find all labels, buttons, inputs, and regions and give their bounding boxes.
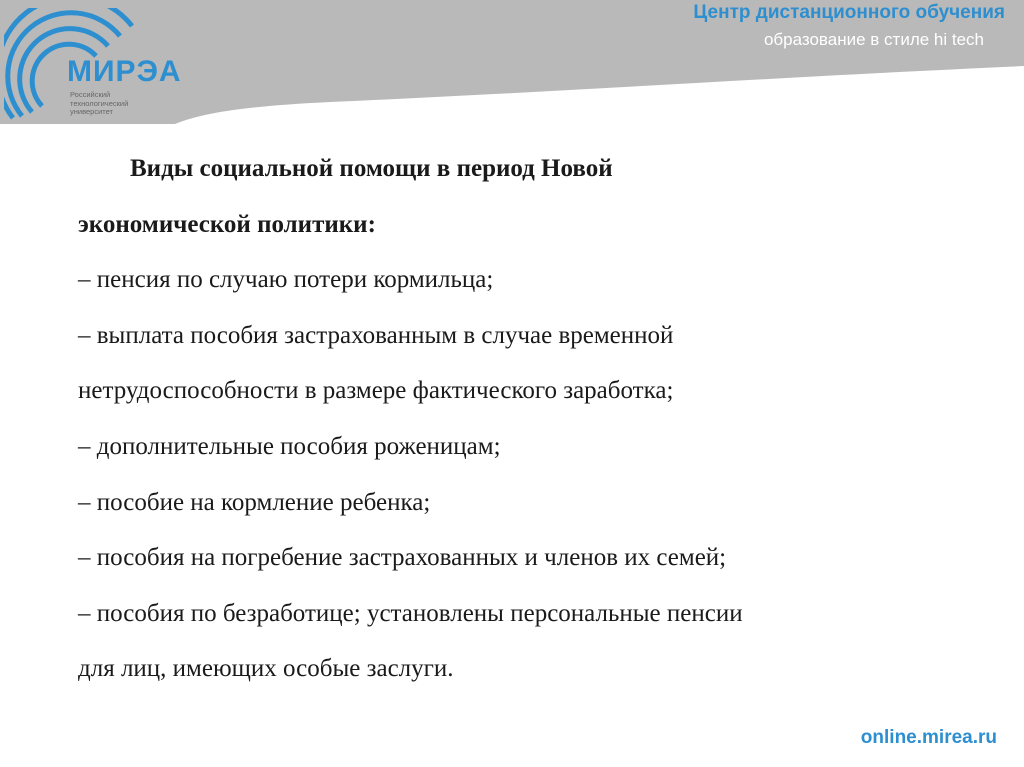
center-slogan: образование в стиле hi tech bbox=[763, 30, 984, 49]
logo-name: МИРЭА bbox=[67, 55, 182, 88]
slide-content bbox=[78, 141, 958, 697]
body-line-4: – дополнительные пособия роженицам; bbox=[78, 432, 501, 460]
heading-line-1: Виды социальной помощи в период Новой bbox=[130, 155, 613, 182]
heading-line-2: экономической политики: bbox=[78, 210, 376, 238]
center-title: Центр дистанционного обучения bbox=[693, 2, 1005, 23]
body-line-2: – выплата пособия застрахованным в случае временной bbox=[78, 321, 674, 349]
footer-site-link[interactable]: online.mirea.ru bbox=[860, 727, 997, 748]
body-line-6: – пособия на погребение застрахованных и членов их семей; bbox=[78, 544, 727, 572]
body-line-7: – пособия по безработице; установлены персональные пенсии bbox=[78, 599, 743, 627]
body-line-5: – пособие на кормление ребенка; bbox=[78, 488, 431, 516]
body-line-1: – пенсия по случаю потери кормильца; bbox=[78, 266, 494, 294]
body-line-8: для лиц, имеющих особые заслуги. bbox=[78, 655, 454, 683]
logo-subtitle: Российский технологический университет bbox=[70, 90, 129, 116]
mirea-logo bbox=[4, 8, 184, 120]
body-line-3: нетрудоспособности в размере фактического заработка; bbox=[78, 377, 674, 405]
